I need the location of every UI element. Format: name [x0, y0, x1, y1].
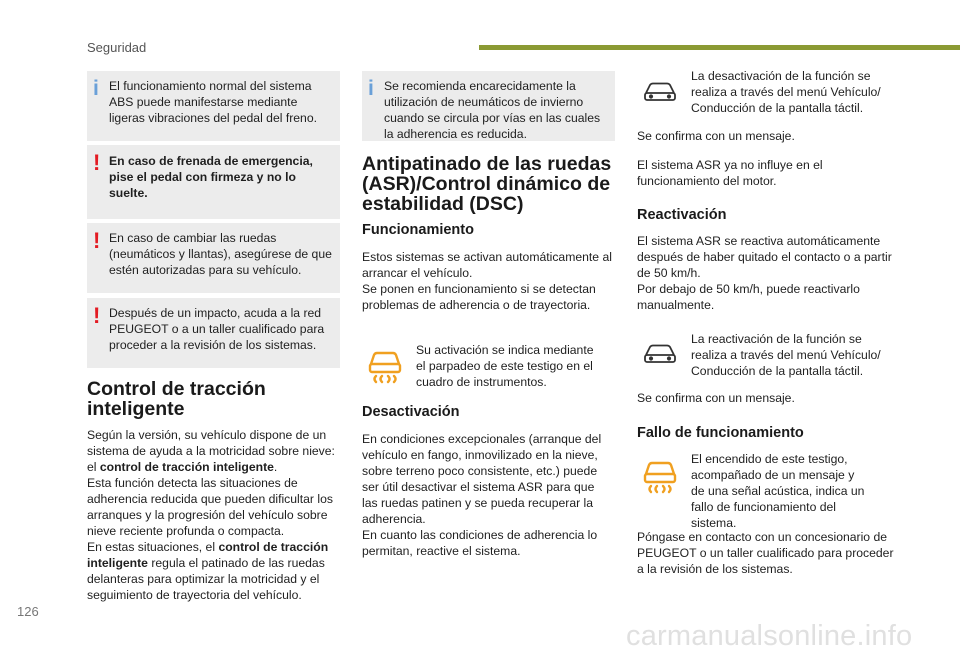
fallo-contact-text: Póngase en contacto con un concesionario de PEUGEOT o un taller cualificado para proceder a la revisión de los sistemas. [637, 530, 894, 576]
note-abs [87, 71, 340, 141]
heading-fallo: Fallo de funcionamiento [637, 425, 804, 441]
reactivation-menu-text: La reactivación de la función se realiza a través del menú Vehículo/ Conducción de la pantalla táctil. [691, 332, 881, 378]
header-accent-bar [479, 45, 960, 50]
confirm-message-1: Se confirma con un mensaje. [637, 129, 795, 143]
warning-icon: ! [93, 303, 101, 328]
warning-impact-text: Después de un impacto, acuda a la red PEUGEOT o a un taller cualificado para proceder a la revisión de los sistemas. [109, 306, 325, 352]
skid-car-icon [365, 345, 405, 385]
failure-indicator-text: El encendido de este testigo, acompañado de un mensaje y de una señal acústica, indica un fallo de funcionamiento del sistema. [691, 452, 865, 530]
note-winter-tyres-text: Se recomienda encarecidamente la utilización de neumáticos de invierno cuando se circula por vías en las cuales la adherencia es reducida. [384, 79, 601, 141]
warning-emergency-text: En caso de frenada de emergencia, pise el pedal con firmeza y no lo suelte. [109, 154, 313, 200]
car-icon [643, 343, 677, 367]
title-traction-control: Control de tracción inteligente [87, 378, 266, 420]
funcionamiento-text: Estos sistemas se activan automáticamente al arrancar el vehículo. Se ponen en funcionamiento si se detectan problemas de adherencia o de trayectoria. [362, 250, 612, 312]
page-number: 126 [17, 604, 39, 619]
title-asr-dsc: Antipatinado de las ruedas (ASR)/Control dinámico de estabilidad (DSC) [362, 153, 612, 215]
desactivacion-text: En condiciones excepcionales (arranque del vehículo en fango, inmovilizado en la nieve, sobre terreno poco consistente, etc.) puede ser útil desactivar el sistema ASR para que las ruedas patinen y se pueda recuperar la adherencia. En cuanto las condiciones de adherencia lo permitan, reactive el sistema. [362, 432, 602, 558]
heading-funcionamiento: Funcionamiento [362, 222, 474, 238]
traction-para-c: En estas situaciones, el control de tracción inteligente regula el patinado de las ruedas delanteras para optimizar la motricidad y el seguimiento de trayectoria del vehículo. [87, 540, 329, 602]
traction-para-a: Según la versión, su vehículo dispone de un sistema de ayuda a la motricidad sobre nieve: el control de tracción inteligente. [87, 428, 335, 474]
warning-wheels-text: En caso de cambiar las ruedas (neumáticos y llantas), asegúrese de que estén autorizadas para su vehículo. [109, 231, 332, 277]
warning-wheels [87, 223, 340, 293]
warning-icon: ! [93, 150, 101, 175]
traction-para-b: Esta función detecta las situaciones de adherencia reducida que pueden dificultar los arranques y la progresión del vehículo sobre nieve reciente profunda o compacta. [87, 476, 333, 538]
activation-indicator-text: Su activación se indica mediante el parpadeo de este testigo en el cuadro de instrumentos. [416, 343, 594, 389]
note-abs-text: El funcionamiento normal del sistema ABS puede manifestarse mediante ligeras vibraciones del pedal del freno. [109, 79, 317, 125]
section-title: Seguridad [87, 40, 147, 55]
info-icon: i [93, 77, 99, 100]
car-icon [643, 81, 677, 105]
reactivacion-text: El sistema ASR se reactiva automáticamente después de haber quitado el contacto o a partir de 50 km/h. Por debajo de 50 km/h, puede reactivarlo manualmente. [637, 234, 892, 312]
info-icon: i [368, 77, 374, 100]
asr-off-text: El sistema ASR ya no influye en el funcionamiento del motor. [637, 158, 823, 188]
warning-icon: ! [93, 228, 101, 253]
heading-desactivacion: Desactivación [362, 404, 460, 420]
watermark: carmanualsonline.info [626, 620, 913, 652]
warning-impact [87, 298, 340, 368]
note-winter-tyres [362, 71, 615, 141]
heading-reactivacion: Reactivación [637, 207, 727, 223]
deactivation-menu-text: La desactivación de la función se realiza a través del menú Vehículo/ Conducción de la pantalla táctil. [691, 69, 881, 115]
confirm-message-2: Se confirma con un mensaje. [637, 391, 795, 405]
traction-description [87, 427, 342, 603]
skid-car-icon [640, 455, 680, 495]
warning-emergency [87, 145, 340, 219]
